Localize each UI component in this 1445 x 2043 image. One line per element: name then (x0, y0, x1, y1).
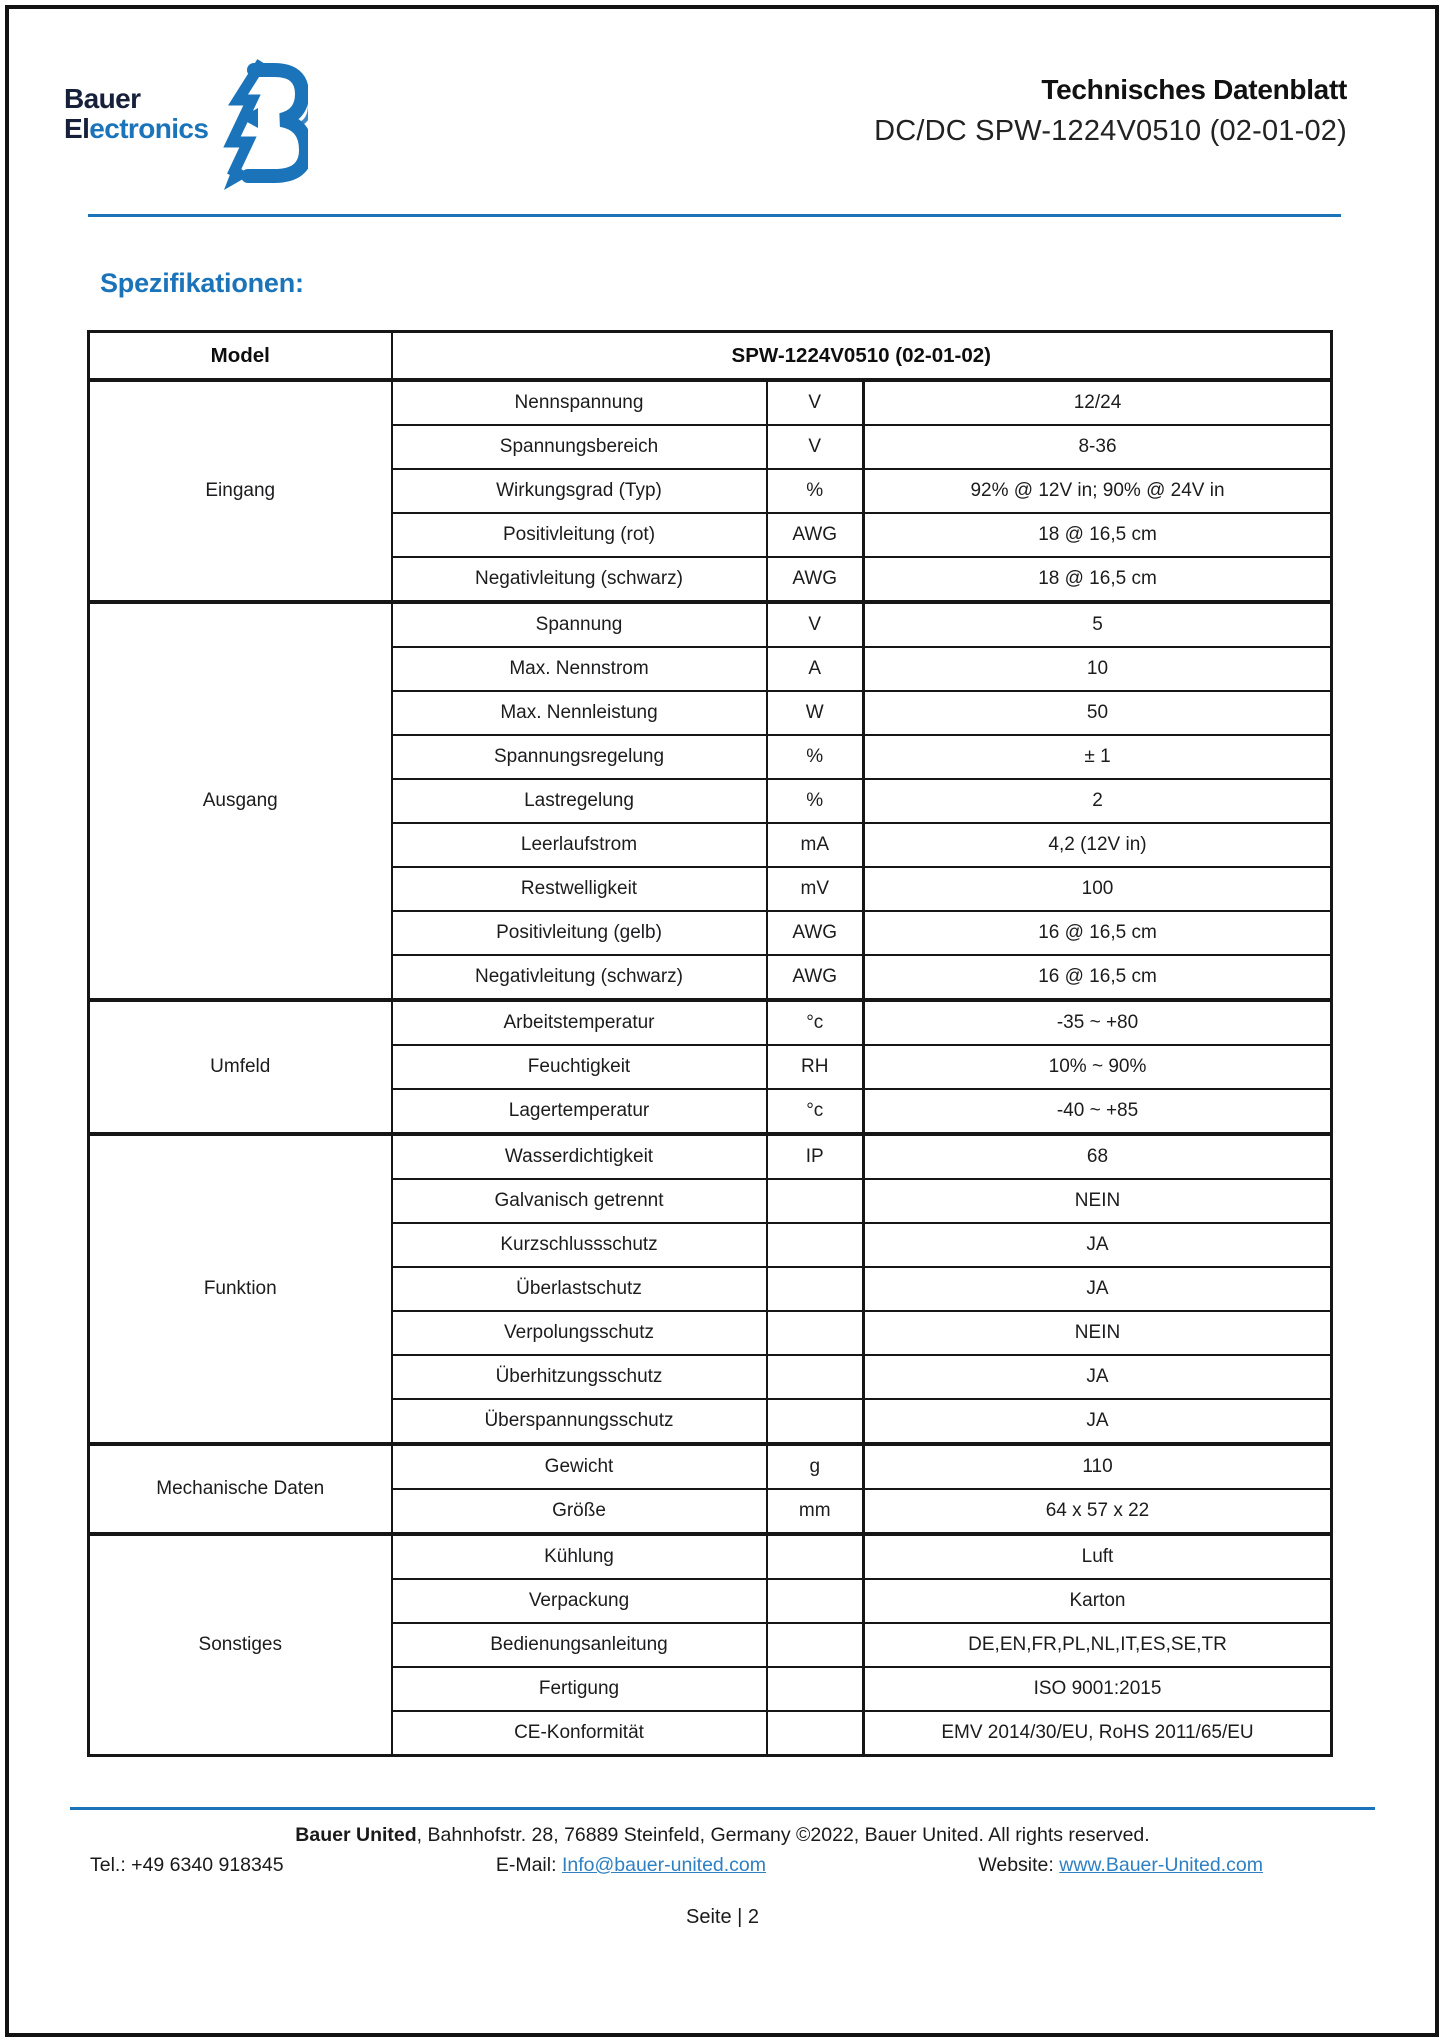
value-cell: JA (864, 1223, 1332, 1267)
param-cell: CE-Konformität (392, 1711, 767, 1756)
value-cell: 8-36 (864, 425, 1332, 469)
value-cell: 50 (864, 691, 1332, 735)
unit-cell: W (767, 691, 864, 735)
value-cell: Luft (864, 1534, 1332, 1579)
value-cell: ± 1 (864, 735, 1332, 779)
param-cell: Fertigung (392, 1667, 767, 1711)
document-title-block (874, 74, 1347, 148)
param-cell: Galvanisch getrennt (392, 1179, 767, 1223)
model-header-row (89, 332, 1332, 381)
unit-cell: AWG (767, 911, 864, 955)
unit-cell: mm (767, 1489, 864, 1534)
email-link[interactable]: Info@bauer-united.com (561, 1854, 767, 1876)
value-cell: 2 (864, 779, 1332, 823)
param-cell: Verpolungsschutz (392, 1311, 767, 1355)
value-cell: -35 ~ +80 (864, 1000, 1332, 1045)
unit-cell: % (767, 469, 864, 513)
param-cell: Feuchtigkeit (392, 1045, 767, 1089)
param-cell: Restwelligkeit (392, 867, 767, 911)
website-link[interactable]: www.Bauer-United.com (1059, 1854, 1263, 1876)
value-cell: 18 @ 16,5 cm (864, 557, 1332, 602)
value-cell: -40 ~ +85 (864, 1089, 1332, 1134)
param-cell: Max. Nennleistung (392, 691, 767, 735)
param-cell: Bedienungsanleitung (392, 1623, 767, 1667)
param-cell: Kurzschlussschutz (392, 1223, 767, 1267)
unit-cell (767, 1311, 864, 1355)
param-cell: Nennspannung (392, 380, 767, 425)
value-cell: 100 (864, 867, 1332, 911)
footer-contacts (0, 1854, 1445, 1877)
unit-cell: IP (767, 1134, 864, 1179)
unit-cell (767, 1711, 864, 1756)
unit-cell: mA (767, 823, 864, 867)
param-cell: Kühlung (392, 1534, 767, 1579)
unit-cell (767, 1179, 864, 1223)
page-number: Seite | 2 (685, 1906, 760, 1928)
brand-wordmark (64, 84, 208, 144)
document-title: Technisches Datenblatt (1041, 74, 1347, 105)
unit-cell: AWG (767, 955, 864, 1000)
value-cell: 4,2 (12V in) (864, 823, 1332, 867)
param-cell: Überhitzungsschutz (392, 1355, 767, 1399)
footer-address-text: , Bahnhofstr. 28, 76889 Steinfeld, Germany ©2022, Bauer United. All rights reserved. (416, 1824, 1150, 1846)
category-cell: Funktion (89, 1134, 392, 1444)
value-cell: JA (864, 1399, 1332, 1444)
param-cell: Gewicht (392, 1444, 767, 1489)
value-cell: 92% @ 12V in; 90% @ 24V in (864, 469, 1332, 513)
value-cell: NEIN (864, 1179, 1332, 1223)
value-cell: 68 (864, 1134, 1332, 1179)
unit-cell: g (767, 1444, 864, 1489)
footer-website (978, 1854, 1263, 1877)
brand-word2: Electronics (64, 113, 209, 145)
value-cell: DE,EN,FR,PL,NL,IT,ES,SE,TR (864, 1623, 1332, 1667)
header-divider (88, 214, 1341, 217)
table-row (89, 1444, 1332, 1489)
model-label-cell: Model (89, 332, 392, 381)
table-row (89, 1134, 1332, 1179)
param-cell: Wasserdichtigkeit (392, 1134, 767, 1179)
category-cell: Umfeld (89, 1000, 392, 1134)
unit-cell (767, 1623, 864, 1667)
unit-cell (767, 1534, 864, 1579)
category-cell: Eingang (89, 380, 392, 602)
footer-email (496, 1854, 766, 1877)
value-cell: 10% ~ 90% (864, 1045, 1332, 1089)
unit-cell: % (767, 779, 864, 823)
table-row (89, 602, 1332, 647)
value-cell: Karton (864, 1579, 1332, 1623)
param-cell: Wirkungsgrad (Typ) (392, 469, 767, 513)
unit-cell: V (767, 602, 864, 647)
bauer-b-arrows-icon (220, 58, 308, 192)
param-cell: Max. Nennstrom (392, 647, 767, 691)
footer-phone: Tel.: +49 6340 918345 (90, 1854, 284, 1876)
value-cell: JA (864, 1267, 1332, 1311)
unit-cell (767, 1267, 864, 1311)
spec-table (87, 330, 1333, 1757)
unit-cell (767, 1399, 864, 1444)
param-cell: Lagertemperatur (392, 1089, 767, 1134)
value-cell: 16 @ 16,5 cm (864, 955, 1332, 1000)
param-cell: Verpackung (392, 1579, 767, 1623)
param-cell: Spannungsregelung (392, 735, 767, 779)
value-cell: 10 (864, 647, 1332, 691)
unit-cell: AWG (767, 513, 864, 557)
unit-cell: V (767, 425, 864, 469)
param-cell: Negativleitung (schwarz) (392, 955, 767, 1000)
value-cell: 5 (864, 602, 1332, 647)
value-cell: 16 @ 16,5 cm (864, 911, 1332, 955)
value-cell: 110 (864, 1444, 1332, 1489)
param-cell: Arbeitstemperatur (392, 1000, 767, 1045)
unit-cell (767, 1579, 864, 1623)
unit-cell: % (767, 735, 864, 779)
footer-divider (70, 1807, 1375, 1810)
footer-address (0, 1824, 1445, 1847)
table-row (89, 380, 1332, 425)
footer-email-label: E-Mail: (495, 1854, 562, 1876)
unit-cell: °c (767, 1000, 864, 1045)
unit-cell: °c (767, 1089, 864, 1134)
spec-table-body (89, 332, 1332, 1756)
value-cell: 18 @ 16,5 cm (864, 513, 1332, 557)
unit-cell: RH (767, 1045, 864, 1089)
brand-word1: Bauer (64, 83, 141, 114)
document-subtitle: DC/DC SPW-1224V0510 (02-01-02) (874, 115, 1347, 147)
category-cell: Ausgang (89, 602, 392, 1000)
param-cell: Spannungsbereich (392, 425, 767, 469)
unit-cell (767, 1667, 864, 1711)
value-cell: NEIN (864, 1311, 1332, 1355)
unit-cell (767, 1223, 864, 1267)
value-cell: JA (864, 1355, 1332, 1399)
unit-cell: V (767, 380, 864, 425)
value-cell: 12/24 (864, 380, 1332, 425)
param-cell: Lastregelung (392, 779, 767, 823)
model-value-cell: SPW-1224V0510 (02-01-02) (392, 332, 1332, 381)
footer-website-label: Website: (978, 1854, 1060, 1876)
param-cell: Überlastschutz (392, 1267, 767, 1311)
unit-cell: AWG (767, 557, 864, 602)
category-cell: Sonstiges (89, 1534, 392, 1756)
unit-cell: mV (767, 867, 864, 911)
param-cell: Negativleitung (schwarz) (392, 557, 767, 602)
value-cell: EMV 2014/30/EU, RoHS 2011/65/EU (864, 1711, 1332, 1756)
param-cell: Positivleitung (gelb) (392, 911, 767, 955)
param-cell: Positivleitung (rot) (392, 513, 767, 557)
footer-company: Bauer United (295, 1824, 417, 1846)
param-cell: Überspannungsschutz (392, 1399, 767, 1444)
param-cell: Größe (392, 1489, 767, 1534)
param-cell: Spannung (392, 602, 767, 647)
unit-cell (767, 1355, 864, 1399)
value-cell: 64 x 57 x 22 (864, 1489, 1332, 1534)
param-cell: Leerlaufstrom (392, 823, 767, 867)
spec-heading: Spezifikationen: (100, 268, 304, 298)
category-cell: Mechanische Daten (89, 1444, 392, 1534)
value-cell: ISO 9001:2015 (864, 1667, 1332, 1711)
table-row (89, 1000, 1332, 1045)
table-row (89, 1534, 1332, 1579)
unit-cell: A (767, 647, 864, 691)
